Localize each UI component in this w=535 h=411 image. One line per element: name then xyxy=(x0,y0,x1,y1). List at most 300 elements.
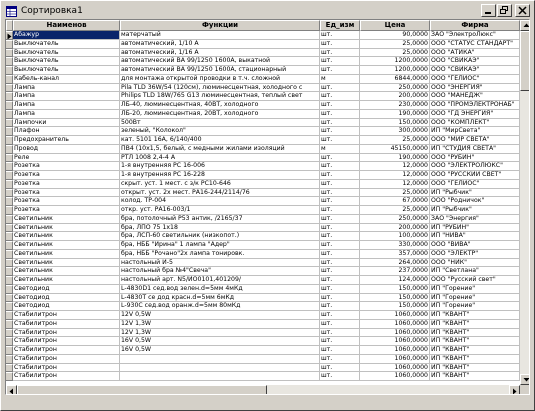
cell-price[interactable]: 1060,0000 xyxy=(360,372,430,381)
cell-price[interactable]: 1060,0000 xyxy=(360,355,430,364)
cell-firm[interactable]: ООО "ГЕЛИОС" xyxy=(430,75,520,84)
cell-firm[interactable]: ООО "Русский свет" xyxy=(430,276,520,285)
cell-function[interactable]: 12V 1,3W xyxy=(120,329,320,338)
cell-unit[interactable]: шт. xyxy=(320,92,360,101)
cell-firm[interactable]: ООО "КОМПЛЕКТ" xyxy=(430,119,520,128)
cell-unit[interactable]: м xyxy=(320,75,360,84)
row-selector[interactable] xyxy=(6,320,13,329)
cell-unit[interactable]: шт. xyxy=(320,189,360,198)
cell-name[interactable]: Стабилитрон xyxy=(13,320,120,329)
cell-unit[interactable]: шт. xyxy=(320,364,360,373)
table-row[interactable] xyxy=(6,101,520,110)
cell-function[interactable]: бра, потолочный Р53 антик, /2165/37 xyxy=(120,215,320,224)
cell-name[interactable]: Стабилитрон xyxy=(13,337,120,346)
cell-price[interactable]: 12,0000 xyxy=(360,162,430,171)
cell-price[interactable]: 190,0000 xyxy=(360,110,430,119)
row-selector[interactable] xyxy=(6,355,13,364)
row-selector[interactable] xyxy=(6,276,13,285)
cell-unit[interactable]: м xyxy=(320,145,360,154)
table-row[interactable] xyxy=(6,320,520,329)
cell-price[interactable]: 300,0000 xyxy=(360,127,430,136)
row-selector[interactable] xyxy=(6,180,13,189)
table-row[interactable] xyxy=(6,294,520,303)
window-title: Сортировка1 xyxy=(21,6,83,16)
cell-price[interactable]: 25,0000 xyxy=(360,49,430,58)
table-row[interactable] xyxy=(6,250,520,259)
cell-price[interactable]: 264,0000 xyxy=(360,259,430,268)
cell-function[interactable]: матерчатый xyxy=(120,31,320,40)
table-row[interactable] xyxy=(6,206,520,215)
cell-name[interactable]: Лампа xyxy=(13,84,120,93)
cell-price[interactable]: 6844,0000 xyxy=(360,75,430,84)
row-selector[interactable] xyxy=(6,189,13,198)
cell-unit[interactable]: шт. xyxy=(320,232,360,241)
table-row[interactable] xyxy=(6,171,520,180)
cell-function[interactable]: откр. уст. РА16-003/1 xyxy=(120,206,320,215)
cell-firm[interactable]: ИП "Горение" xyxy=(430,294,520,303)
cell-firm[interactable]: ИП "Горение" xyxy=(430,285,520,294)
table-row[interactable] xyxy=(6,311,520,320)
table-row[interactable] xyxy=(6,75,520,84)
cell-unit[interactable]: шт. xyxy=(320,355,360,364)
cell-name[interactable]: Лампа xyxy=(13,101,120,110)
cell-unit[interactable]: шт. xyxy=(320,110,360,119)
cell-firm[interactable]: ООО "Родничок" xyxy=(430,197,520,206)
cell-name[interactable]: Розетка xyxy=(13,197,120,206)
table-row[interactable] xyxy=(6,162,520,171)
table-row[interactable] xyxy=(6,241,520,250)
row-selector[interactable] xyxy=(6,162,13,171)
cell-firm[interactable]: ИП "Рыбчик" xyxy=(430,206,520,215)
cell-price[interactable]: 90,0000 xyxy=(360,31,430,40)
cell-function[interactable]: ЛБ-40, люминесцентная, 40ВТ, холодного xyxy=(120,101,320,110)
scroll-down-button[interactable] xyxy=(520,374,530,385)
row-selector[interactable] xyxy=(6,232,13,241)
cell-firm[interactable]: ИП "КВАНТ" xyxy=(430,372,520,381)
cell-price[interactable]: 67,0000 xyxy=(360,197,430,206)
cell-name[interactable]: Реле xyxy=(13,154,120,163)
cell-firm[interactable]: ООО "ВИВА" xyxy=(430,241,520,250)
cell-function[interactable]: автоматический, 1/10 А xyxy=(120,40,320,49)
column-header-price[interactable]: Цена xyxy=(360,20,430,31)
cell-firm[interactable]: ИП "КВАНТ" xyxy=(430,346,520,355)
cell-unit[interactable]: шт. xyxy=(320,127,360,136)
row-selector[interactable] xyxy=(6,224,13,233)
cell-firm[interactable]: ИП "СТУДИЯ СВЕТА" xyxy=(430,145,520,154)
cell-price[interactable]: 25,0000 xyxy=(360,206,430,215)
row-selector[interactable] xyxy=(6,364,13,373)
cell-function[interactable]: бра, НББ "Рочано"2х лампа тонировк. xyxy=(120,250,320,259)
table-row[interactable] xyxy=(6,372,520,381)
cell-firm[interactable]: ИП "КВАНТ" xyxy=(430,355,520,364)
table-row[interactable] xyxy=(6,346,520,355)
cell-unit[interactable]: шт. xyxy=(320,250,360,259)
table-row[interactable] xyxy=(6,136,520,145)
cell-unit[interactable]: шт. xyxy=(320,136,360,145)
cell-price[interactable]: 25,0000 xyxy=(360,189,430,198)
cell-function[interactable]: автоматический ВА 99/1250 1600А, стационарный xyxy=(120,66,320,75)
cell-price[interactable]: 150,0000 xyxy=(360,119,430,128)
column-header-unit[interactable]: Ед_изм xyxy=(320,20,360,31)
cell-function[interactable]: L-4830T ce дод красн.d=5мм 6мКд xyxy=(120,294,320,303)
cell-function[interactable]: бра, НББ "Ирина" 1 лампа "Адер" xyxy=(120,241,320,250)
cell-price[interactable]: 1060,0000 xyxy=(360,346,430,355)
cell-price[interactable]: 1060,0000 xyxy=(360,320,430,329)
cell-unit[interactable]: шт. xyxy=(320,84,360,93)
cell-firm[interactable]: ЗАО "ЭлектроЛюкс" xyxy=(430,31,520,40)
cell-price[interactable]: 1060,0000 xyxy=(360,311,430,320)
cell-price[interactable]: 200,0000 xyxy=(360,92,430,101)
cell-name[interactable]: Стабилитрон xyxy=(13,355,120,364)
cell-unit[interactable]: шт. xyxy=(320,180,360,189)
cell-unit[interactable]: шт. xyxy=(320,40,360,49)
cell-function[interactable]: зеленый, "Колокол" xyxy=(120,127,320,136)
cell-function[interactable] xyxy=(120,355,320,364)
cell-price[interactable]: 190,0000 xyxy=(360,154,430,163)
title-bar[interactable] xyxy=(3,3,532,19)
row-selector[interactable] xyxy=(6,259,13,268)
table-row[interactable] xyxy=(6,259,520,268)
cell-name[interactable]: Светодиод xyxy=(13,302,120,311)
row-selector[interactable] xyxy=(6,372,13,381)
cell-function[interactable]: РТЛ 1008 2,4-4 А xyxy=(120,154,320,163)
cell-name[interactable]: Светильник xyxy=(13,250,120,259)
cell-price[interactable]: 150,0000 xyxy=(360,294,430,303)
cell-unit[interactable]: шт. xyxy=(320,329,360,338)
cell-unit[interactable]: шт. xyxy=(320,119,360,128)
cell-unit[interactable]: шт. xyxy=(320,241,360,250)
cell-price[interactable]: 12,0000 xyxy=(360,171,430,180)
table-row[interactable] xyxy=(6,127,520,136)
cell-firm[interactable]: ООО "МИР СВЕТА" xyxy=(430,136,520,145)
cell-unit[interactable]: шт. xyxy=(320,171,360,180)
cell-name[interactable]: Плафон xyxy=(13,127,120,136)
cell-price[interactable]: 1200,0000 xyxy=(360,57,430,66)
table-row[interactable] xyxy=(6,215,520,224)
cell-unit[interactable]: шт. xyxy=(320,154,360,163)
cell-function[interactable]: ПВ4 (10х1,5, белый, с медными жилами изоляций xyxy=(120,145,320,154)
cell-unit[interactable]: шт. xyxy=(320,215,360,224)
cell-name[interactable]: Предохранитель xyxy=(13,136,120,145)
row-selector[interactable] xyxy=(6,154,13,163)
cell-function[interactable]: бра, ЛПО 75 1х18 xyxy=(120,224,320,233)
cell-function[interactable] xyxy=(120,372,320,381)
column-header-firm[interactable]: Фирма xyxy=(430,20,520,31)
cell-name[interactable]: Стабилитрон xyxy=(13,311,120,320)
cell-price[interactable]: 45150,0000 xyxy=(360,145,430,154)
cell-price[interactable]: 25,0000 xyxy=(360,40,430,49)
table-row[interactable] xyxy=(6,329,520,338)
cell-function[interactable]: 12V 1,3W xyxy=(120,320,320,329)
row-selector[interactable] xyxy=(6,110,13,119)
cell-function[interactable]: 16V 0,5W xyxy=(120,346,320,355)
cell-firm[interactable]: ИП "Рыбчик" xyxy=(430,189,520,198)
row-selector[interactable] xyxy=(6,136,13,145)
table-row[interactable] xyxy=(6,119,520,128)
row-selector[interactable] xyxy=(6,31,13,40)
cell-name[interactable]: Стабилитрон xyxy=(13,364,120,373)
cell-name[interactable]: Кабель-канал xyxy=(13,75,120,84)
cell-price[interactable]: 100,0000 xyxy=(360,232,430,241)
cell-function[interactable]: L-4830D1 сед.вод зелен.d=5мм 4мКд xyxy=(120,285,320,294)
table-row[interactable] xyxy=(6,337,520,346)
table-row[interactable] xyxy=(6,232,520,241)
cell-firm[interactable]: ИП "Горение" xyxy=(430,302,520,311)
table-row[interactable] xyxy=(6,285,520,294)
row-selector[interactable] xyxy=(6,206,13,215)
cell-firm[interactable]: ООО "СВИКАЭ" xyxy=(430,66,520,75)
row-selector[interactable] xyxy=(6,66,13,75)
header-corner[interactable] xyxy=(6,20,13,31)
scroll-right-button[interactable] xyxy=(509,385,520,395)
cell-price[interactable]: 230,0000 xyxy=(360,101,430,110)
table-row[interactable] xyxy=(6,364,520,373)
cell-unit[interactable]: шт. xyxy=(320,346,360,355)
cell-firm[interactable]: ООО "ЭЛЕКТР" xyxy=(430,250,520,259)
cell-unit[interactable]: шт. xyxy=(320,337,360,346)
cell-name[interactable]: Лампа xyxy=(13,92,120,101)
cell-name[interactable]: Светильник xyxy=(13,259,120,268)
cell-name[interactable]: Светильник xyxy=(13,267,120,276)
cell-unit[interactable]: шт. xyxy=(320,101,360,110)
cell-firm[interactable]: ИП "РУБИН" xyxy=(430,224,520,233)
cell-name[interactable]: Лампочки xyxy=(13,119,120,128)
row-selector[interactable] xyxy=(6,346,13,355)
cell-name[interactable]: Выключатель xyxy=(13,40,120,49)
table-row[interactable] xyxy=(6,276,520,285)
cell-function[interactable]: 16V 0,5W xyxy=(120,337,320,346)
cell-unit[interactable]: шт. xyxy=(320,224,360,233)
minimize-button[interactable] xyxy=(481,4,496,17)
cell-firm[interactable]: ООО "ГД ЭНЕРГИЯ" xyxy=(430,110,520,119)
cell-name[interactable]: Розетка xyxy=(13,171,120,180)
cell-unit[interactable]: шт. xyxy=(320,31,360,40)
cell-name[interactable]: Светильник xyxy=(13,232,120,241)
cell-unit[interactable]: шт. xyxy=(320,197,360,206)
cell-firm[interactable]: ООО "РУССКИЙ СВЕТ" xyxy=(430,171,520,180)
cell-firm[interactable]: ИП "КВАНТ" xyxy=(430,364,520,373)
row-selector[interactable] xyxy=(6,285,13,294)
cell-name[interactable]: Выключатель xyxy=(13,49,120,58)
horizontal-scroll-thumb[interactable] xyxy=(17,385,267,395)
table-row[interactable] xyxy=(6,40,520,49)
cell-function[interactable]: для монтажа открытой проводки в т.ч. сложной xyxy=(120,75,320,84)
cell-unit[interactable]: шт. xyxy=(320,267,360,276)
cell-function[interactable]: настольный бра №4"Свеча" xyxy=(120,267,320,276)
cell-function[interactable]: открыт. уст. 2х мест. РА16-244/2114/76 xyxy=(120,189,320,198)
close-button[interactable] xyxy=(515,4,530,17)
horizontal-scrollbar[interactable] xyxy=(6,385,520,395)
cell-function[interactable] xyxy=(120,364,320,373)
maximize-button[interactable] xyxy=(497,4,512,17)
cell-price[interactable]: 250,0000 xyxy=(360,84,430,93)
cell-name[interactable]: Светильник xyxy=(13,241,120,250)
table-row[interactable] xyxy=(6,355,520,364)
table-row[interactable] xyxy=(6,224,520,233)
row-selector[interactable] xyxy=(6,84,13,93)
cell-firm[interactable]: ООО "АТИКА" xyxy=(430,49,520,58)
cell-name[interactable]: Светильник xyxy=(13,276,120,285)
cell-unit[interactable]: шт. xyxy=(320,259,360,268)
row-selector[interactable] xyxy=(6,197,13,206)
row-selector[interactable] xyxy=(6,57,13,66)
table-row[interactable] xyxy=(6,189,520,198)
cell-function[interactable]: 500Вт xyxy=(120,119,320,128)
cell-firm[interactable]: ООО "СВИКАЭ" xyxy=(430,57,520,66)
cell-function[interactable]: ЛБ-20, люминесцентная, 20ВТ, холодного xyxy=(120,110,320,119)
table-row[interactable] xyxy=(6,66,520,75)
table-row[interactable] xyxy=(6,302,520,311)
vertical-scroll-thumb[interactable] xyxy=(520,31,530,91)
table-row[interactable] xyxy=(6,197,520,206)
table-row[interactable] xyxy=(6,180,520,189)
cell-function[interactable]: 1-я внутренняя РС 16-006 xyxy=(120,162,320,171)
cell-price[interactable]: 1060,0000 xyxy=(360,329,430,338)
cell-firm[interactable]: ООО "ЭЛЕКТРОЛЮКС" xyxy=(430,162,520,171)
cell-price[interactable]: 150,0000 xyxy=(360,285,430,294)
row-selector[interactable] xyxy=(6,145,13,154)
row-selector[interactable] xyxy=(6,250,13,259)
column-header-name[interactable]: Наименов xyxy=(13,20,120,31)
cell-function[interactable]: Philips TLD 18W/765 G13 люминесцентная, теплый свет xyxy=(120,92,320,101)
vertical-scrollbar[interactable] xyxy=(520,20,530,385)
cell-function[interactable]: Pila TLD 36W/54 (120см), люминесцентная, холодного с xyxy=(120,84,320,93)
table-row[interactable] xyxy=(6,84,520,93)
row-selector[interactable] xyxy=(6,92,13,101)
cell-unit[interactable]: шт. xyxy=(320,285,360,294)
cell-name[interactable]: Розетка xyxy=(13,189,120,198)
table-row[interactable] xyxy=(6,57,520,66)
cell-unit[interactable]: шт. xyxy=(320,162,360,171)
row-selector[interactable] xyxy=(6,75,13,84)
table-row[interactable] xyxy=(6,49,520,58)
cell-firm[interactable]: ЗАО "Энергия" xyxy=(430,215,520,224)
cell-firm[interactable]: ООО "ПРОМЭЛЕКТРОНАБ" xyxy=(430,101,520,110)
cell-price[interactable]: 25,0000 xyxy=(360,136,430,145)
cell-firm[interactable]: ООО "ЭНЕРГИЯ" xyxy=(430,84,520,93)
column-header-row xyxy=(6,20,520,31)
cell-firm[interactable]: ИП "КВАНТ" xyxy=(430,320,520,329)
cell-unit[interactable]: шт. xyxy=(320,311,360,320)
cell-function[interactable]: скрыт. уст. 1 мест. с з/к РС10-646 xyxy=(120,180,320,189)
table-row[interactable] xyxy=(6,154,520,163)
row-selector[interactable] xyxy=(6,329,13,338)
cell-function[interactable]: автоматический, 1/16 А xyxy=(120,49,320,58)
row-selector[interactable] xyxy=(6,241,13,250)
cell-unit[interactable]: шт. xyxy=(320,57,360,66)
cell-name[interactable]: Светильник xyxy=(13,224,120,233)
cell-price[interactable]: 200,0000 xyxy=(360,224,430,233)
table-row[interactable] xyxy=(6,110,520,119)
cell-function[interactable]: 1-я внутренняя РС 16-228 xyxy=(120,171,320,180)
table-row[interactable] xyxy=(6,31,520,40)
table-row[interactable] xyxy=(6,92,520,101)
cell-name[interactable]: Розетка xyxy=(13,206,120,215)
cell-firm[interactable]: ООО "ГЕЛИОС" xyxy=(430,180,520,189)
cell-function[interactable]: настольный арт. N5/ИО0101,401209/ xyxy=(120,276,320,285)
scroll-up-button[interactable] xyxy=(520,20,530,31)
cell-price[interactable]: 237,0000 xyxy=(360,267,430,276)
cell-firm[interactable]: ООО "РУБИН" xyxy=(430,154,520,163)
cell-name[interactable]: Светодиод xyxy=(13,294,120,303)
cell-price[interactable]: 1060,0000 xyxy=(360,337,430,346)
row-selector[interactable] xyxy=(6,119,13,128)
cell-price[interactable]: 357,0000 xyxy=(360,250,430,259)
row-selector[interactable] xyxy=(6,171,13,180)
row-selector[interactable] xyxy=(6,40,13,49)
cell-function[interactable]: кат. 5101 16А, 6/140/400 xyxy=(120,136,320,145)
row-selector[interactable] xyxy=(6,294,13,303)
cell-firm[interactable]: ООО "СТАТУС СТАНДАРТ" xyxy=(430,40,520,49)
table-row[interactable] xyxy=(6,145,520,154)
cell-name[interactable]: Провод xyxy=(13,145,120,154)
row-selector[interactable] xyxy=(6,127,13,136)
cell-unit[interactable]: шт. xyxy=(320,372,360,381)
scroll-left-button[interactable] xyxy=(6,385,17,395)
cell-name[interactable]: Светодиод xyxy=(13,285,120,294)
cell-name[interactable]: Светильник xyxy=(13,215,120,224)
cell-function[interactable]: L-930C сед.вод оранж.d=5мм 80мКд xyxy=(120,302,320,311)
cell-function[interactable]: 12V 0,5W xyxy=(120,311,320,320)
cell-name[interactable]: Розетка xyxy=(13,180,120,189)
cell-function[interactable]: автоматический ВА 99/1250 1600А, выкатной xyxy=(120,57,320,66)
cell-unit[interactable]: шт. xyxy=(320,294,360,303)
row-selector[interactable] xyxy=(6,49,13,58)
cell-function[interactable]: бра, ЛСП-60 светильник (низкопот.) xyxy=(120,232,320,241)
cell-price[interactable]: 150,0000 xyxy=(360,302,430,311)
cell-firm[interactable]: ИП "НИВА" xyxy=(430,232,520,241)
cell-price[interactable]: 250,0000 xyxy=(360,215,430,224)
cell-unit[interactable]: шт. xyxy=(320,66,360,75)
cell-unit[interactable]: шт. xyxy=(320,302,360,311)
cell-firm[interactable]: ИП "КВАНТ" xyxy=(430,311,520,320)
cell-name[interactable]: Абажур xyxy=(13,31,120,40)
row-selector[interactable] xyxy=(6,101,13,110)
cell-name[interactable]: Стабилитрон xyxy=(13,372,120,381)
cell-firm[interactable]: ИП "МирСвета" xyxy=(430,127,520,136)
row-selector[interactable] xyxy=(6,302,13,311)
cell-firm[interactable]: ООО "МАНЕДЖ" xyxy=(430,92,520,101)
cell-name[interactable]: Стабилитрон xyxy=(13,346,120,355)
cell-name[interactable]: Лампа xyxy=(13,110,120,119)
cell-name[interactable]: Стабилитрон xyxy=(13,329,120,338)
cell-name[interactable]: Розетка xyxy=(13,162,120,171)
cell-firm[interactable]: ИП "КВАНТ" xyxy=(430,337,520,346)
cell-unit[interactable]: шт. xyxy=(320,49,360,58)
cell-function[interactable]: настольный И-5 xyxy=(120,259,320,268)
row-selector[interactable] xyxy=(6,337,13,346)
cell-price[interactable]: 124,0000 xyxy=(360,276,430,285)
column-header-function[interactable]: Функции xyxy=(120,20,320,31)
cell-firm[interactable]: ИП "КВАНТ" xyxy=(430,329,520,338)
row-selector[interactable] xyxy=(6,215,13,224)
row-selector[interactable] xyxy=(6,311,13,320)
cell-price[interactable]: 1060,0000 xyxy=(360,364,430,373)
cell-unit[interactable]: шт. xyxy=(320,206,360,215)
cell-name[interactable]: Выключатель xyxy=(13,57,120,66)
cell-unit[interactable]: шт. xyxy=(320,276,360,285)
cell-price[interactable]: 12,0000 xyxy=(360,180,430,189)
cell-function[interactable]: колод. ТР-004 xyxy=(120,197,320,206)
cell-firm[interactable]: ИП "Светлана" xyxy=(430,267,520,276)
cell-unit[interactable]: шт. xyxy=(320,320,360,329)
cell-price[interactable]: 330,0000 xyxy=(360,241,430,250)
row-selector[interactable] xyxy=(6,267,13,276)
table-row[interactable] xyxy=(6,267,520,276)
cell-name[interactable]: Выключатель xyxy=(13,66,120,75)
cell-price[interactable]: 1200,0000 xyxy=(360,66,430,75)
cell-firm[interactable]: ООО "НИК" xyxy=(430,259,520,268)
